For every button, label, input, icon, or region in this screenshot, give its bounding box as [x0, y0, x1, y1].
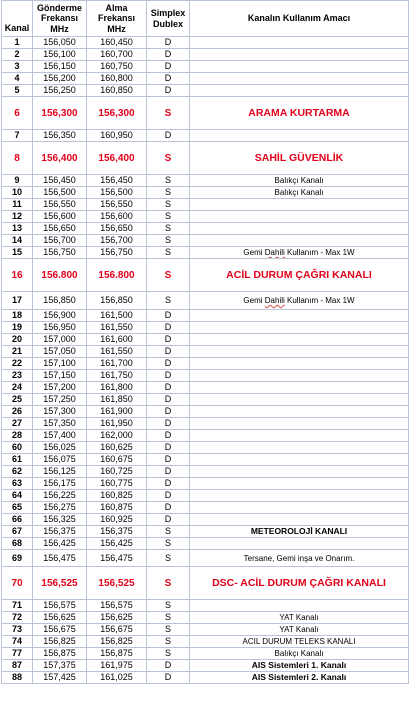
- simplex-duplex-cell: S: [147, 648, 190, 660]
- transmit-frequency-cell: 157,000: [33, 334, 87, 346]
- channel-number-cell: 1: [2, 37, 33, 49]
- table-row: [2, 538, 409, 550]
- transmit-frequency-cell: 156,375: [33, 526, 87, 538]
- table-row: [2, 199, 409, 211]
- receive-frequency-cell: 156,525: [87, 567, 147, 600]
- simplex-duplex-cell: D: [147, 430, 190, 442]
- transmit-frequency-cell: 156,125: [33, 466, 87, 478]
- channel-number-cell: 6: [2, 97, 33, 130]
- table-row: [2, 454, 409, 466]
- channel-purpose-cell: AIS Sistemleri 2. Kanalı: [190, 672, 409, 684]
- channel-number-cell: 8: [2, 142, 33, 175]
- channel-number-cell: 11: [2, 199, 33, 211]
- simplex-duplex-cell: D: [147, 418, 190, 430]
- transmit-frequency-cell: 156,475: [33, 550, 87, 567]
- channel-purpose-cell: [190, 346, 409, 358]
- header-alma-line: Frekansı: [97, 13, 136, 24]
- channel-purpose-cell: [190, 478, 409, 490]
- receive-frequency-cell: 156,575: [87, 600, 147, 612]
- channel-purpose-cell: [190, 223, 409, 235]
- receive-frequency-cell: 161,500: [87, 310, 147, 322]
- transmit-frequency-cell: 156,850: [33, 292, 87, 310]
- table-row: [2, 490, 409, 502]
- channel-number-cell: 21: [2, 346, 33, 358]
- receive-frequency-cell: 161,975: [87, 660, 147, 672]
- transmit-frequency-cell: 156,250: [33, 85, 87, 97]
- channel-purpose-cell: YAT Kanalı: [190, 612, 409, 624]
- transmit-frequency-cell: 156.800: [33, 259, 87, 292]
- simplex-duplex-cell: D: [147, 382, 190, 394]
- transmit-frequency-cell: 156,825: [33, 636, 87, 648]
- receive-frequency-cell: 156,700: [87, 235, 147, 247]
- channel-number-cell: 12: [2, 211, 33, 223]
- receive-frequency-cell: 156,375: [87, 526, 147, 538]
- simplex-duplex-cell: D: [147, 490, 190, 502]
- channel-number-cell: 63: [2, 478, 33, 490]
- table-row: [2, 612, 409, 624]
- receive-frequency-cell: 156,650: [87, 223, 147, 235]
- channel-number-cell: 20: [2, 334, 33, 346]
- channel-number-cell: 26: [2, 406, 33, 418]
- transmit-frequency-cell: 157,375: [33, 660, 87, 672]
- receive-frequency-cell: 160,850: [87, 85, 147, 97]
- header-amac-label: Kanalın Kullanım Amacı: [247, 13, 351, 24]
- simplex-duplex-cell: S: [147, 612, 190, 624]
- channel-purpose-cell: [190, 382, 409, 394]
- table-row: [2, 310, 409, 322]
- channel-purpose-cell: [190, 334, 409, 346]
- channel-number-cell: 17: [2, 292, 33, 310]
- channel-number-cell: 71: [2, 600, 33, 612]
- header-kanal: [2, 1, 33, 37]
- receive-frequency-cell: 156,625: [87, 612, 147, 624]
- channel-number-cell: 73: [2, 624, 33, 636]
- receive-frequency-cell: 156.800: [87, 259, 147, 292]
- channel-purpose-cell: Gemi Dahili Kullanım - Max 1W: [190, 292, 409, 310]
- table-row: [2, 292, 409, 310]
- simplex-duplex-cell: S: [147, 187, 190, 199]
- channel-number-cell: 70: [2, 567, 33, 600]
- channel-purpose-cell: METEOROLOJİ KANALI: [190, 526, 409, 538]
- table-row: [2, 142, 409, 175]
- simplex-duplex-cell: D: [147, 370, 190, 382]
- transmit-frequency-cell: 156,550: [33, 199, 87, 211]
- header-gonderme-line: Frekansı: [40, 13, 79, 24]
- simplex-duplex-cell: S: [147, 538, 190, 550]
- channel-purpose-cell: [190, 394, 409, 406]
- receive-frequency-cell: 160,675: [87, 454, 147, 466]
- transmit-frequency-cell: 157,250: [33, 394, 87, 406]
- simplex-duplex-cell: D: [147, 406, 190, 418]
- channel-number-cell: 16: [2, 259, 33, 292]
- simplex-duplex-cell: D: [147, 454, 190, 466]
- receive-frequency-cell: 160,950: [87, 130, 147, 142]
- channel-purpose-cell: Balıkçı Kanalı: [190, 175, 409, 187]
- transmit-frequency-cell: 156,275: [33, 502, 87, 514]
- receive-frequency-cell: 160,925: [87, 514, 147, 526]
- simplex-duplex-cell: D: [147, 672, 190, 684]
- simplex-duplex-cell: S: [147, 636, 190, 648]
- channel-purpose-cell: [190, 211, 409, 223]
- receive-frequency-cell: 160,800: [87, 73, 147, 85]
- channel-number-cell: 67: [2, 526, 33, 538]
- transmit-frequency-cell: 156,100: [33, 49, 87, 61]
- channel-purpose-cell: [190, 61, 409, 73]
- channel-purpose-cell: YAT Kanalı: [190, 624, 409, 636]
- header-simplex-line: Simplex: [150, 8, 186, 18]
- table-row: [2, 526, 409, 538]
- header-gonderme-line: Gönderme: [36, 2, 82, 13]
- channel-purpose-cell: SAHİL GÜVENLİK: [190, 142, 409, 175]
- transmit-frequency-cell: 156,150: [33, 61, 87, 73]
- receive-frequency-cell: 162,000: [87, 430, 147, 442]
- transmit-frequency-cell: 156,225: [33, 490, 87, 502]
- table-row: [2, 49, 409, 61]
- simplex-duplex-cell: D: [147, 85, 190, 97]
- transmit-frequency-cell: 156,175: [33, 478, 87, 490]
- transmit-frequency-cell: 157,200: [33, 382, 87, 394]
- table-row: [2, 187, 409, 199]
- table-row: [2, 322, 409, 334]
- receive-frequency-cell: 161,750: [87, 370, 147, 382]
- transmit-frequency-cell: 157,400: [33, 430, 87, 442]
- simplex-duplex-cell: S: [147, 211, 190, 223]
- simplex-duplex-cell: S: [147, 567, 190, 600]
- receive-frequency-cell: 156,675: [87, 624, 147, 636]
- channel-purpose-cell: [190, 454, 409, 466]
- receive-frequency-cell: 161,950: [87, 418, 147, 430]
- table-row: [2, 73, 409, 85]
- channel-purpose-cell: AIS Sistemleri 1. Kanalı: [190, 660, 409, 672]
- channel-number-cell: 62: [2, 466, 33, 478]
- receive-frequency-cell: 156,600: [87, 211, 147, 223]
- channel-number-cell: 25: [2, 394, 33, 406]
- transmit-frequency-cell: 156,525: [33, 567, 87, 600]
- table-row: [2, 600, 409, 612]
- header-amac: [190, 1, 409, 37]
- header-alma-line: Alma: [105, 2, 128, 13]
- header-row: [2, 1, 409, 37]
- channel-number-cell: 65: [2, 502, 33, 514]
- transmit-frequency-cell: 156,425: [33, 538, 87, 550]
- header-simplex-line: Dublex: [152, 18, 183, 29]
- table-row: [2, 550, 409, 567]
- receive-frequency-cell: 156,400: [87, 142, 147, 175]
- channel-purpose-cell: ACİL DURUM ÇAĞRI KANALI: [190, 259, 409, 292]
- receive-frequency-cell: 160,750: [87, 61, 147, 73]
- header-alma-line: MHz: [107, 23, 126, 34]
- channel-number-cell: 68: [2, 538, 33, 550]
- receive-frequency-cell: 160,875: [87, 502, 147, 514]
- transmit-frequency-cell: 156,500: [33, 187, 87, 199]
- channel-number-cell: 13: [2, 223, 33, 235]
- table-row: [2, 223, 409, 235]
- channel-number-cell: 23: [2, 370, 33, 382]
- transmit-frequency-cell: 157,425: [33, 672, 87, 684]
- table-row: [2, 672, 409, 684]
- table-row: [2, 211, 409, 223]
- spellcheck-underline: Dahili: [264, 296, 285, 305]
- channel-purpose-cell: [190, 130, 409, 142]
- table-row: [2, 37, 409, 49]
- table-row: [2, 382, 409, 394]
- table-row: [2, 346, 409, 358]
- transmit-frequency-cell: 156,900: [33, 310, 87, 322]
- simplex-duplex-cell: D: [147, 394, 190, 406]
- channel-purpose-cell: [190, 442, 409, 454]
- simplex-duplex-cell: S: [147, 142, 190, 175]
- transmit-frequency-cell: 156,600: [33, 211, 87, 223]
- table-row: [2, 660, 409, 672]
- channel-purpose-cell: ARAMA KURTARMA: [190, 97, 409, 130]
- transmit-frequency-cell: 156,575: [33, 600, 87, 612]
- receive-frequency-cell: 156,475: [87, 550, 147, 567]
- receive-frequency-cell: 160,725: [87, 466, 147, 478]
- receive-frequency-cell: 160,825: [87, 490, 147, 502]
- channel-number-cell: 2: [2, 49, 33, 61]
- channel-number-cell: 15: [2, 247, 33, 259]
- header-alma: [87, 1, 147, 37]
- simplex-duplex-cell: D: [147, 310, 190, 322]
- table-row: [2, 406, 409, 418]
- transmit-frequency-cell: 156,700: [33, 235, 87, 247]
- transmit-frequency-cell: 156,300: [33, 97, 87, 130]
- simplex-duplex-cell: S: [147, 97, 190, 130]
- receive-frequency-cell: 160,775: [87, 478, 147, 490]
- receive-frequency-cell: 161,800: [87, 382, 147, 394]
- table-row: [2, 502, 409, 514]
- receive-frequency-cell: 156,825: [87, 636, 147, 648]
- simplex-duplex-cell: S: [147, 292, 190, 310]
- simplex-duplex-cell: D: [147, 130, 190, 142]
- transmit-frequency-cell: 156,950: [33, 322, 87, 334]
- transmit-frequency-cell: 156,675: [33, 624, 87, 636]
- simplex-duplex-cell: S: [147, 600, 190, 612]
- receive-frequency-cell: 161,600: [87, 334, 147, 346]
- table-row: [2, 514, 409, 526]
- transmit-frequency-cell: 156,325: [33, 514, 87, 526]
- receive-frequency-cell: 156,550: [87, 199, 147, 211]
- channel-purpose-cell: [190, 502, 409, 514]
- channel-number-cell: 28: [2, 430, 33, 442]
- table-row: [2, 624, 409, 636]
- table-row: [2, 334, 409, 346]
- channel-purpose-cell: [190, 85, 409, 97]
- channel-purpose-cell: [190, 514, 409, 526]
- channel-number-cell: 27: [2, 418, 33, 430]
- simplex-duplex-cell: S: [147, 199, 190, 211]
- channel-number-cell: 87: [2, 660, 33, 672]
- channel-number-cell: 72: [2, 612, 33, 624]
- table-row: [2, 418, 409, 430]
- channel-purpose-cell: [190, 418, 409, 430]
- channel-number-cell: 88: [2, 672, 33, 684]
- simplex-duplex-cell: S: [147, 223, 190, 235]
- header-kanal-label: Kanal: [4, 22, 30, 33]
- simplex-duplex-cell: D: [147, 502, 190, 514]
- simplex-duplex-cell: D: [147, 334, 190, 346]
- channel-number-cell: 3: [2, 61, 33, 73]
- transmit-frequency-cell: 156,750: [33, 247, 87, 259]
- transmit-frequency-cell: 157,050: [33, 346, 87, 358]
- channel-number-cell: 60: [2, 442, 33, 454]
- transmit-frequency-cell: 156,050: [33, 37, 87, 49]
- channel-purpose-cell: Gemi Dahili Kullanım - Max 1W: [190, 247, 409, 259]
- table-row: [2, 259, 409, 292]
- channel-purpose-cell: [190, 538, 409, 550]
- receive-frequency-cell: 160,700: [87, 49, 147, 61]
- channel-purpose-cell: [190, 49, 409, 61]
- channel-number-cell: 7: [2, 130, 33, 142]
- table-row: [2, 130, 409, 142]
- transmit-frequency-cell: 156,450: [33, 175, 87, 187]
- table-row: [2, 478, 409, 490]
- table-row: [2, 61, 409, 73]
- table-row: [2, 247, 409, 259]
- channel-purpose-cell: Tersane, Gemi inşa ve Onarım.: [190, 550, 409, 567]
- transmit-frequency-cell: 157,350: [33, 418, 87, 430]
- table-row: [2, 358, 409, 370]
- header-simplex: [147, 1, 190, 37]
- channel-purpose-cell: [190, 310, 409, 322]
- simplex-duplex-cell: S: [147, 247, 190, 259]
- receive-frequency-cell: 156,425: [87, 538, 147, 550]
- channel-number-cell: 4: [2, 73, 33, 85]
- simplex-duplex-cell: S: [147, 550, 190, 567]
- transmit-frequency-cell: 156,650: [33, 223, 87, 235]
- channel-number-cell: 18: [2, 310, 33, 322]
- transmit-frequency-cell: 157,150: [33, 370, 87, 382]
- transmit-frequency-cell: 156,200: [33, 73, 87, 85]
- channel-purpose-cell: [190, 199, 409, 211]
- channel-purpose-cell: [190, 322, 409, 334]
- spellcheck-underline: Dahili: [264, 248, 285, 257]
- transmit-frequency-cell: 156,350: [33, 130, 87, 142]
- channel-purpose-cell: [190, 406, 409, 418]
- receive-frequency-cell: 156,500: [87, 187, 147, 199]
- table-row: [2, 466, 409, 478]
- channel-purpose-cell: [190, 490, 409, 502]
- channel-purpose-cell: [190, 358, 409, 370]
- channel-number-cell: 24: [2, 382, 33, 394]
- simplex-duplex-cell: D: [147, 660, 190, 672]
- table-row: [2, 85, 409, 97]
- simplex-duplex-cell: D: [147, 514, 190, 526]
- transmit-frequency-cell: 156,625: [33, 612, 87, 624]
- simplex-duplex-cell: S: [147, 175, 190, 187]
- receive-frequency-cell: 161,700: [87, 358, 147, 370]
- header-gonderme: [33, 1, 87, 37]
- receive-frequency-cell: 161,550: [87, 322, 147, 334]
- simplex-duplex-cell: D: [147, 37, 190, 49]
- channel-purpose-cell: Balıkçı Kanalı: [190, 187, 409, 199]
- simplex-duplex-cell: S: [147, 235, 190, 247]
- transmit-frequency-cell: 156,875: [33, 648, 87, 660]
- table-row: [2, 430, 409, 442]
- table-row: [2, 648, 409, 660]
- simplex-duplex-cell: D: [147, 49, 190, 61]
- simplex-duplex-cell: S: [147, 624, 190, 636]
- simplex-duplex-cell: D: [147, 442, 190, 454]
- simplex-duplex-cell: D: [147, 61, 190, 73]
- channel-number-cell: 9: [2, 175, 33, 187]
- channel-purpose-cell: [190, 430, 409, 442]
- channel-purpose-cell: DSC- ACİL DURUM ÇAĞRI KANALI: [190, 567, 409, 600]
- receive-frequency-cell: 156,850: [87, 292, 147, 310]
- channel-number-cell: 5: [2, 85, 33, 97]
- channel-purpose-cell: [190, 600, 409, 612]
- receive-frequency-cell: 156,875: [87, 648, 147, 660]
- channel-number-cell: 19: [2, 322, 33, 334]
- receive-frequency-cell: 160,450: [87, 37, 147, 49]
- channel-number-cell: 61: [2, 454, 33, 466]
- simplex-duplex-cell: D: [147, 466, 190, 478]
- transmit-frequency-cell: 157,100: [33, 358, 87, 370]
- channel-purpose-cell: [190, 370, 409, 382]
- channel-number-cell: 22: [2, 358, 33, 370]
- channel-table-body: [2, 37, 409, 684]
- table-row: [2, 175, 409, 187]
- channel-purpose-cell: [190, 466, 409, 478]
- receive-frequency-cell: 156,450: [87, 175, 147, 187]
- simplex-duplex-cell: D: [147, 478, 190, 490]
- receive-frequency-cell: 160,625: [87, 442, 147, 454]
- simplex-duplex-cell: D: [147, 358, 190, 370]
- transmit-frequency-cell: 156,025: [33, 442, 87, 454]
- receive-frequency-cell: 161,550: [87, 346, 147, 358]
- receive-frequency-cell: 156,300: [87, 97, 147, 130]
- simplex-duplex-cell: D: [147, 322, 190, 334]
- channel-purpose-cell: [190, 37, 409, 49]
- channel-number-cell: 66: [2, 514, 33, 526]
- channel-purpose-cell: Balıkçı Kanalı: [190, 648, 409, 660]
- table-row: [2, 442, 409, 454]
- table-row: [2, 567, 409, 600]
- channel-number-cell: 14: [2, 235, 33, 247]
- simplex-duplex-cell: D: [147, 346, 190, 358]
- receive-frequency-cell: 161,850: [87, 394, 147, 406]
- simplex-duplex-cell: S: [147, 526, 190, 538]
- table-row: [2, 235, 409, 247]
- simplex-duplex-cell: S: [147, 259, 190, 292]
- transmit-frequency-cell: 156,075: [33, 454, 87, 466]
- receive-frequency-cell: 161,900: [87, 406, 147, 418]
- table-row: [2, 370, 409, 382]
- channel-purpose-cell: ACIL DURUM TELEKS KANALI: [190, 636, 409, 648]
- table-row: [2, 394, 409, 406]
- channel-table: [1, 0, 409, 684]
- transmit-frequency-cell: 157,300: [33, 406, 87, 418]
- channel-purpose-cell: [190, 235, 409, 247]
- channel-number-cell: 74: [2, 636, 33, 648]
- channel-number-cell: 69: [2, 550, 33, 567]
- transmit-frequency-cell: 156,400: [33, 142, 87, 175]
- receive-frequency-cell: 161,025: [87, 672, 147, 684]
- channel-purpose-cell: [190, 73, 409, 85]
- simplex-duplex-cell: D: [147, 73, 190, 85]
- header-gonderme-line: MHz: [50, 23, 69, 34]
- channel-number-cell: 77: [2, 648, 33, 660]
- table-row: [2, 636, 409, 648]
- channel-number-cell: 64: [2, 490, 33, 502]
- table-row: [2, 97, 409, 130]
- channel-number-cell: 10: [2, 187, 33, 199]
- receive-frequency-cell: 156,750: [87, 247, 147, 259]
